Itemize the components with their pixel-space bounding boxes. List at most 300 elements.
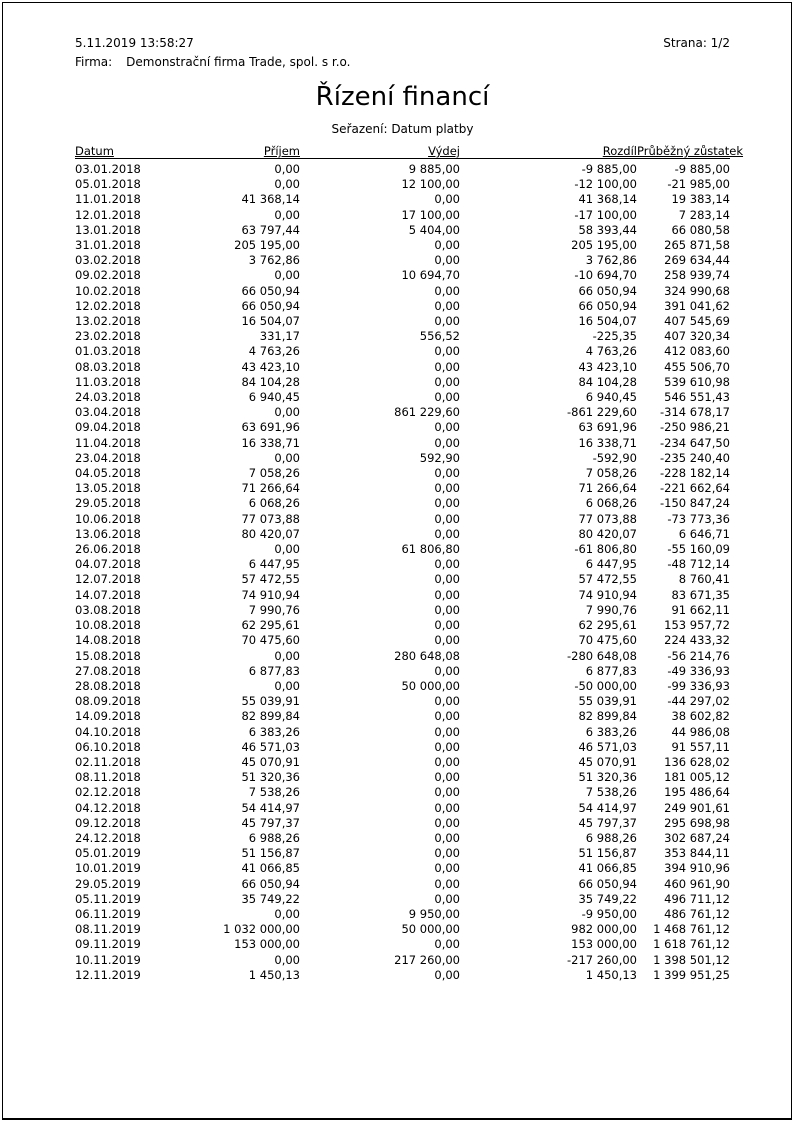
table-row	[75, 360, 730, 375]
difference-cell: 71 266,64	[578, 481, 637, 496]
firm-name: Demonstrační firma Trade, spol. s r.o.	[126, 55, 351, 69]
table-row	[75, 420, 730, 435]
income-cell: 45 070,91	[241, 754, 300, 769]
table-row	[75, 816, 730, 831]
expense-cell: 0,00	[434, 602, 460, 617]
expense-cell: 0,00	[434, 344, 460, 359]
income-cell: 62 295,61	[241, 618, 300, 633]
income-cell: 205 195,00	[234, 238, 300, 253]
income-cell: 66 050,94	[241, 876, 300, 891]
expense-cell: 0,00	[434, 937, 460, 952]
expense-cell: 0,00	[434, 785, 460, 800]
balance-cell: 546 551,43	[664, 390, 730, 405]
expense-cell: 0,00	[434, 815, 460, 830]
table-row	[75, 603, 730, 618]
balance-cell: -228 182,14	[660, 466, 730, 481]
difference-cell: 43 423,10	[578, 359, 637, 374]
difference-cell: -225,35	[592, 329, 637, 344]
table-row	[75, 344, 730, 359]
expense-cell: 0,00	[434, 374, 460, 389]
date-cell: 15.08.2018	[75, 648, 141, 663]
page-number: Strana: 1/2	[663, 36, 730, 50]
date-cell: 11.03.2018	[75, 374, 141, 389]
difference-cell: 46 571,03	[578, 739, 637, 754]
income-cell: 51 320,36	[241, 770, 300, 785]
income-cell: 7 990,76	[248, 602, 300, 617]
income-cell: 54 414,97	[241, 800, 300, 815]
table-row	[75, 177, 730, 192]
balance-cell: 265 871,58	[664, 238, 730, 253]
table-row	[75, 846, 730, 861]
income-cell: 66 050,94	[241, 283, 300, 298]
income-cell: 7 538,26	[248, 785, 300, 800]
expense-cell: 50 000,00	[401, 678, 460, 693]
expense-cell: 0,00	[434, 830, 460, 845]
difference-cell: -280 648,08	[567, 648, 637, 663]
firm-line	[75, 55, 730, 69]
expense-cell: 12 100,00	[401, 177, 460, 192]
income-cell: 0,00	[274, 648, 300, 663]
table-row	[75, 314, 730, 329]
difference-cell: 70 475,60	[578, 633, 637, 648]
expense-cell: 0,00	[434, 466, 460, 481]
date-cell: 04.12.2018	[75, 800, 141, 815]
difference-cell: 54 414,97	[578, 800, 637, 815]
table-row	[75, 390, 730, 405]
expense-cell: 0,00	[434, 359, 460, 374]
expense-cell: 0,00	[434, 253, 460, 268]
income-cell: 74 910,94	[241, 587, 300, 602]
expense-cell: 0,00	[434, 435, 460, 450]
date-cell: 10.11.2019	[75, 952, 141, 967]
difference-cell: 41 368,14	[578, 192, 637, 207]
table-row	[75, 740, 730, 755]
balance-cell: 19 383,14	[671, 192, 730, 207]
date-cell: 23.02.2018	[75, 329, 141, 344]
difference-cell: 82 899,84	[578, 709, 637, 724]
expense-cell: 0,00	[434, 967, 460, 982]
balance-cell: 391 041,62	[664, 298, 730, 313]
expense-cell: 0,00	[434, 314, 460, 329]
expense-cell: 9 950,00	[408, 906, 460, 921]
balance-cell: 7 283,14	[678, 207, 730, 222]
balance-cell: -99 336,93	[667, 678, 730, 693]
table-row	[75, 481, 730, 496]
income-cell: 41 066,85	[241, 861, 300, 876]
table-row	[75, 557, 730, 572]
printed-at: 5.11.2019 13:58:27	[75, 36, 194, 50]
income-cell: 0,00	[274, 268, 300, 283]
date-cell: 29.05.2018	[75, 496, 141, 511]
balance-cell: 394 910,96	[664, 861, 730, 876]
expense-cell: 0,00	[434, 694, 460, 709]
expense-cell: 592,90	[419, 450, 460, 465]
date-cell: 10.02.2018	[75, 283, 141, 298]
difference-cell: -10 694,70	[574, 268, 637, 283]
table-row	[75, 968, 730, 983]
income-cell: 0,00	[274, 450, 300, 465]
balance-cell: 1 398 501,12	[653, 952, 730, 967]
income-cell: 0,00	[274, 952, 300, 967]
table-row	[75, 268, 730, 283]
income-cell: 16 338,71	[241, 435, 300, 450]
date-cell: 14.09.2018	[75, 709, 141, 724]
balance-cell: 324 990,68	[664, 283, 730, 298]
difference-cell: 16 504,07	[578, 314, 637, 329]
expense-cell: 0,00	[434, 481, 460, 496]
table-row	[75, 208, 730, 223]
difference-cell: 4 763,26	[585, 344, 637, 359]
expense-cell: 0,00	[434, 298, 460, 313]
date-cell: 05.01.2018	[75, 177, 141, 192]
income-cell: 0,00	[274, 542, 300, 557]
date-cell: 05.01.2019	[75, 846, 141, 861]
balance-cell: 38 602,82	[671, 709, 730, 724]
table-row	[75, 588, 730, 603]
balance-cell: -73 773,36	[667, 511, 730, 526]
balance-cell: 302 687,24	[664, 830, 730, 845]
income-cell: 63 691,96	[241, 420, 300, 435]
income-cell: 6 447,95	[248, 557, 300, 572]
difference-cell: 51 320,36	[578, 770, 637, 785]
difference-cell: 6 068,26	[585, 496, 637, 511]
expense-cell: 0,00	[434, 618, 460, 633]
table-row	[75, 299, 730, 314]
difference-cell: -9 885,00	[581, 162, 637, 176]
table-row	[75, 527, 730, 542]
balance-cell: -235 240,40	[660, 450, 730, 465]
expense-cell: 0,00	[434, 800, 460, 815]
income-cell: 0,00	[274, 162, 300, 176]
income-cell: 7 058,26	[248, 466, 300, 481]
finance-table	[75, 142, 744, 983]
income-cell: 51 156,87	[241, 846, 300, 861]
balance-cell: -44 297,02	[667, 694, 730, 709]
income-cell: 153 000,00	[234, 937, 300, 952]
date-cell: 31.01.2018	[75, 238, 141, 253]
date-cell: 08.11.2019	[75, 922, 141, 937]
income-cell: 80 420,07	[241, 526, 300, 541]
balance-cell: -234 647,50	[660, 435, 730, 450]
expense-cell: 0,00	[434, 754, 460, 769]
expense-cell: 9 885,00	[408, 162, 460, 176]
balance-cell: 91 662,11	[671, 602, 730, 617]
balance-cell: 66 080,58	[671, 222, 730, 237]
income-cell: 6 940,45	[248, 390, 300, 405]
date-cell: 14.08.2018	[75, 633, 141, 648]
difference-cell: 45 797,37	[578, 815, 637, 830]
balance-cell: 412 083,60	[664, 344, 730, 359]
difference-cell: 77 073,88	[578, 511, 637, 526]
date-cell: 12.07.2018	[75, 572, 141, 587]
table-row	[75, 405, 730, 420]
table-row	[75, 253, 730, 268]
balance-cell: 136 628,02	[664, 754, 730, 769]
expense-cell: 61 806,80	[401, 542, 460, 557]
difference-cell: 35 749,22	[578, 891, 637, 906]
table-row	[75, 694, 730, 709]
difference-cell: 6 877,83	[585, 663, 637, 678]
income-cell: 0,00	[274, 906, 300, 921]
table-row	[75, 877, 730, 892]
expense-cell: 0,00	[434, 633, 460, 648]
date-cell: 06.10.2018	[75, 739, 141, 754]
table-row	[75, 238, 730, 253]
expense-cell: 217 260,00	[394, 952, 460, 967]
date-cell: 27.08.2018	[75, 663, 141, 678]
date-cell: 13.01.2018	[75, 222, 141, 237]
difference-cell: -592,90	[592, 450, 637, 465]
date-cell: 01.03.2018	[75, 344, 141, 359]
income-cell: 6 383,26	[248, 724, 300, 739]
income-cell: 6 988,26	[248, 830, 300, 845]
expense-cell: 0,00	[434, 739, 460, 754]
balance-cell: 1 399 951,25	[653, 967, 730, 982]
date-cell: 13.06.2018	[75, 526, 141, 541]
table-row	[75, 466, 730, 481]
table-row	[75, 618, 730, 633]
date-cell: 24.12.2018	[75, 830, 141, 845]
difference-cell: 63 691,96	[578, 420, 637, 435]
expense-cell: 0,00	[434, 663, 460, 678]
balance-cell: 1 468 761,12	[653, 922, 730, 937]
expense-cell: 17 100,00	[401, 207, 460, 222]
difference-cell: -217 260,00	[567, 952, 637, 967]
column-header-prubezny-zustatek: Průběžný zůstatek	[637, 144, 744, 158]
balance-cell: 249 901,61	[664, 800, 730, 815]
date-cell: 26.06.2018	[75, 542, 141, 557]
table-row	[75, 953, 730, 968]
date-cell: 11.01.2018	[75, 192, 141, 207]
difference-cell: 982 000,00	[571, 922, 637, 937]
date-cell: 05.11.2019	[75, 891, 141, 906]
balance-cell: 496 711,12	[664, 891, 730, 906]
balance-cell: 269 634,44	[664, 253, 730, 268]
balance-cell: 153 957,72	[664, 618, 730, 633]
balance-cell: -49 336,93	[667, 663, 730, 678]
income-cell: 43 423,10	[241, 359, 300, 374]
report-meta-line	[75, 36, 730, 50]
difference-cell: 51 156,87	[578, 846, 637, 861]
balance-cell: -56 214,76	[667, 648, 730, 663]
income-cell: 46 571,03	[241, 739, 300, 754]
income-cell: 1 032 000,00	[223, 922, 300, 937]
difference-cell: 6 383,26	[585, 724, 637, 739]
expense-cell: 0,00	[434, 709, 460, 724]
date-cell: 03.02.2018	[75, 253, 141, 268]
table-row	[75, 664, 730, 679]
difference-cell: 57 472,55	[578, 572, 637, 587]
date-cell: 09.04.2018	[75, 420, 141, 435]
table-row	[75, 831, 730, 846]
balance-cell: 1 618 761,12	[653, 937, 730, 952]
difference-cell: -12 100,00	[574, 177, 637, 192]
date-cell: 04.10.2018	[75, 724, 141, 739]
table-row	[75, 496, 730, 511]
difference-cell: 16 338,71	[578, 435, 637, 450]
balance-cell: -150 847,24	[660, 496, 730, 511]
expense-cell: 0,00	[434, 876, 460, 891]
date-cell: 03.08.2018	[75, 602, 141, 617]
balance-cell: -221 662,64	[660, 481, 730, 496]
date-cell: 09.02.2018	[75, 268, 141, 283]
income-cell: 63 797,44	[241, 222, 300, 237]
expense-cell: 0,00	[434, 846, 460, 861]
table-row	[75, 436, 730, 451]
date-cell: 12.02.2018	[75, 298, 141, 313]
expense-cell: 280 648,08	[394, 648, 460, 663]
date-cell: 09.12.2018	[75, 815, 141, 830]
date-cell: 28.08.2018	[75, 678, 141, 693]
table-row	[75, 937, 730, 952]
difference-cell: 3 762,86	[585, 253, 637, 268]
balance-cell: -21 985,00	[667, 177, 730, 192]
difference-cell: 74 910,94	[578, 587, 637, 602]
table-row	[75, 572, 730, 587]
balance-cell: 353 844,11	[664, 846, 730, 861]
expense-cell: 0,00	[434, 861, 460, 876]
expense-cell: 0,00	[434, 192, 460, 207]
expense-cell: 0,00	[434, 390, 460, 405]
expense-cell: 50 000,00	[401, 922, 460, 937]
difference-cell: 6 940,45	[585, 390, 637, 405]
date-cell: 14.07.2018	[75, 587, 141, 602]
income-cell: 41 368,14	[241, 192, 300, 207]
income-cell: 57 472,55	[241, 572, 300, 587]
balance-cell: 460 961,90	[664, 876, 730, 891]
table-row	[75, 159, 730, 178]
table-row	[75, 861, 730, 876]
balance-cell: 195 486,64	[664, 785, 730, 800]
income-cell: 84 104,28	[241, 374, 300, 389]
income-cell: 6 877,83	[248, 663, 300, 678]
table-row	[75, 375, 730, 390]
column-header-datum: Datum	[75, 142, 170, 159]
table-row	[75, 725, 730, 740]
difference-cell: 84 104,28	[578, 374, 637, 389]
difference-cell: 66 050,94	[578, 298, 637, 313]
difference-cell: -61 806,80	[574, 542, 637, 557]
column-header-rozdil: Rozdíl	[460, 142, 637, 159]
date-cell: 03.04.2018	[75, 405, 141, 420]
date-cell: 04.05.2018	[75, 466, 141, 481]
difference-cell: -50 000,00	[574, 678, 637, 693]
income-cell: 35 749,22	[241, 891, 300, 906]
report-title: Řízení financí	[315, 82, 490, 112]
expense-cell: 0,00	[434, 724, 460, 739]
balance-cell: -48 712,14	[667, 557, 730, 572]
income-cell: 55 039,91	[241, 694, 300, 709]
table-row	[75, 192, 730, 207]
difference-cell: 7 538,26	[585, 785, 637, 800]
date-cell: 13.05.2018	[75, 481, 141, 496]
date-cell: 29.05.2019	[75, 876, 141, 891]
income-cell: 0,00	[274, 207, 300, 222]
column-header-vydej: Výdej	[300, 142, 460, 159]
difference-cell: 205 195,00	[571, 238, 637, 253]
income-cell: 0,00	[274, 405, 300, 420]
income-cell: 6 068,26	[248, 496, 300, 511]
balance-cell: -250 986,21	[660, 420, 730, 435]
expense-cell: 0,00	[434, 557, 460, 572]
table-row	[75, 284, 730, 299]
balance-cell: 486 761,12	[664, 906, 730, 921]
difference-cell: 6 447,95	[585, 557, 637, 572]
income-cell: 0,00	[274, 678, 300, 693]
column-header-prijem: Příjem	[170, 142, 300, 159]
date-cell: 03.01.2018	[75, 162, 141, 176]
balance-cell: 455 506,70	[664, 359, 730, 374]
finance-table-body	[75, 159, 730, 983]
date-cell: 02.12.2018	[75, 785, 141, 800]
difference-cell: 66 050,94	[578, 283, 637, 298]
difference-cell: 55 039,91	[578, 694, 637, 709]
difference-cell: 1 450,13	[585, 967, 637, 982]
balance-cell: 224 433,32	[664, 633, 730, 648]
difference-cell: 153 000,00	[571, 937, 637, 952]
expense-cell: 0,00	[434, 238, 460, 253]
table-row	[75, 907, 730, 922]
table-row	[75, 892, 730, 907]
expense-cell: 556,52	[419, 329, 460, 344]
expense-cell: 0,00	[434, 283, 460, 298]
table-row	[75, 922, 730, 937]
difference-cell: 7 990,76	[585, 602, 637, 617]
income-cell: 1 450,13	[248, 967, 300, 982]
table-row	[75, 633, 730, 648]
balance-cell: 407 545,69	[664, 314, 730, 329]
table-row	[75, 801, 730, 816]
expense-cell: 0,00	[434, 770, 460, 785]
difference-cell: 62 295,61	[578, 618, 637, 633]
table-row	[75, 649, 730, 664]
table-row	[75, 223, 730, 238]
table-header-row	[75, 142, 730, 159]
income-cell: 331,17	[259, 329, 300, 344]
table-row	[75, 542, 730, 557]
date-cell: 13.02.2018	[75, 314, 141, 329]
report-content	[75, 36, 744, 983]
table-row	[75, 709, 730, 724]
balance-cell: 181 005,12	[664, 770, 730, 785]
difference-cell: 6 988,26	[585, 830, 637, 845]
expense-cell: 861 229,60	[394, 405, 460, 420]
balance-cell: 83 671,35	[671, 587, 730, 602]
balance-cell: 407 320,34	[664, 329, 730, 344]
expense-cell: 10 694,70	[401, 268, 460, 283]
balance-cell: 539 610,98	[664, 374, 730, 389]
difference-cell: 7 058,26	[585, 466, 637, 481]
date-cell: 11.04.2018	[75, 435, 141, 450]
difference-cell: 45 070,91	[578, 754, 637, 769]
income-cell: 71 266,64	[241, 481, 300, 496]
expense-cell: 5 404,00	[408, 222, 460, 237]
income-cell: 77 073,88	[241, 511, 300, 526]
date-cell: 24.03.2018	[75, 390, 141, 405]
expense-cell: 0,00	[434, 496, 460, 511]
difference-cell: 58 393,44	[578, 222, 637, 237]
date-cell: 12.01.2018	[75, 207, 141, 222]
date-cell: 10.06.2018	[75, 511, 141, 526]
expense-cell: 0,00	[434, 587, 460, 602]
table-row	[75, 451, 730, 466]
expense-cell: 0,00	[434, 572, 460, 587]
balance-cell: 44 986,08	[671, 724, 730, 739]
income-cell: 16 504,07	[241, 314, 300, 329]
expense-cell: 0,00	[434, 891, 460, 906]
expense-cell: 0,00	[434, 420, 460, 435]
firm-label: Firma:	[75, 55, 113, 69]
